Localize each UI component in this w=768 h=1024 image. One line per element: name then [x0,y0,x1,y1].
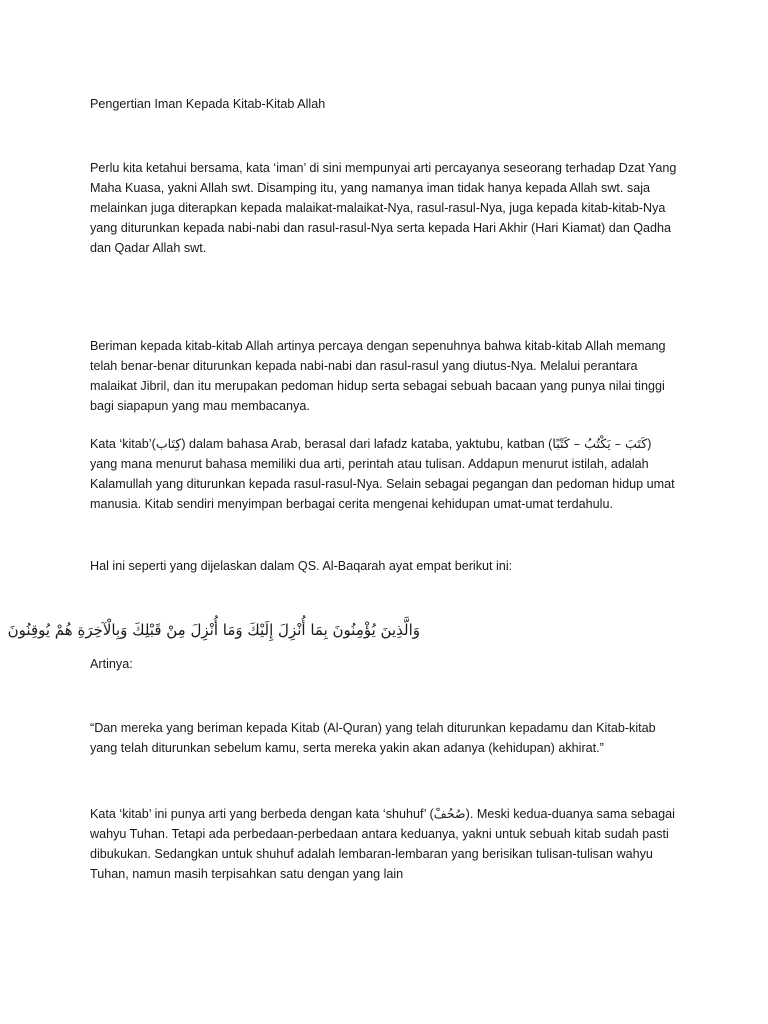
paragraph-shuhuf-part-2: ). Meski kedua-duanya sama sebagai wahyu Tuhan. Tetapi ada perbedaan-perbedaan antara keduanya, yakni untuk sebuah kitab sudah pasti dibukukan. Sedangkan untuk shuhuf adalah lembaran-lembaran yang berisikan tulisan-tulisan wahyu Tuhan, namun masih terpisahkan satu dengan yang lain [90,807,675,881]
paragraph-kata-kitab-part-2: ) dalam bahasa Arab, berasal dari lafadz kataba, yaktubu, katban ( [181,437,553,451]
paragraph-kata-kitab [90,434,680,514]
artinya-label: Artinya: [90,657,133,671]
translation-quote: “Dan mereka yang beriman kepada Kitab (Al-Quran) yang telah diturunkan kepadamu dan Kitab-kitab yang telah diturunkan sebelum kamu, serta mereka yakin akan adanya (kehidupan) akhirat.” [90,721,656,755]
paragraph-kata-kitab-part-1: Kata ‘kitab’( [90,437,156,451]
paragraph-iman-definition: Perlu kita ketahui bersama, kata ‘iman’ di sini mempunyai arti percayanya seseorang terhadap Dzat Yang Maha Kuasa, yakni Allah swt. Disamping itu, yang namanya iman tidak hanya kepada Allah swt. saja melainkan juga diterapkan kepada malaikat-malaikat-Nya, rasul-rasul-Nya, juga kepada kitab-kitab-Nya yang diturunkan kepada nabi-nabi dan rasul-rasul-Nya serta kepada Hari Akhir (Hari Kiamat) dan Qadha dan Qadar Allah swt. [90,161,677,255]
paragraph-shuhuf-part-1: Kata ‘kitab’ ini punya arti yang berbeda dengan kata ‘shuhuf’ ( [90,807,434,821]
arabic-verse: وَالَّذِينَ يُؤْمِنُونَ بِمَا أُنْزِلَ إِلَيْكَ وَمَا أُنْزِلَ مِنْ قَبْلِكَ وَبِالْآخِرَةِ هُمْ يُوقِنُونَ [7,621,420,639]
paragraph-beriman-kitab: Beriman kepada kitab-kitab Allah artinya percaya dengan sepenuhnya bahwa kitab-kitab Allah memang telah benar-benar diturunkan kepada nabi-nabi dan rasul-rasul yang diutus-Nya. Melalui perantara malaikat Jibril, dan itu merupakan pedoman hidup serta sebagai sebuah bacaan yang punya nilai tinggi bagi siapapun yang mau membacanya. [90,339,666,413]
paragraph-qs-reference: Hal ini seperti yang dijelaskan dalam QS. Al-Baqarah ayat empat berikut ini: [90,559,513,573]
arabic-kitab: كِتَاب [155,436,182,451]
arabic-roots: كَتَبَ – يَكْتُبُ – كَتْبًا [552,436,648,451]
document-title: Pengertian Iman Kepada Kitab-Kitab Allah [90,97,326,111]
arabic-shuhuf: صُحُفْ [433,806,466,821]
paragraph-kitab-vs-shuhuf [90,804,680,884]
paragraph-kata-kitab-part-3: ) yang mana menurut bahasa memiliki dua arti, perintah atau tulisan. Addapun menurut istilah, adalah Kalamullah yang diturunkan kepada rasul-rasul-Nya. Selain sebagai pegangan dan pedoman hidup umat manusia. Kitab sendiri menyimpan berbagai cerita mengenai kehidupan umat-umat terdahulu. [90,437,675,511]
